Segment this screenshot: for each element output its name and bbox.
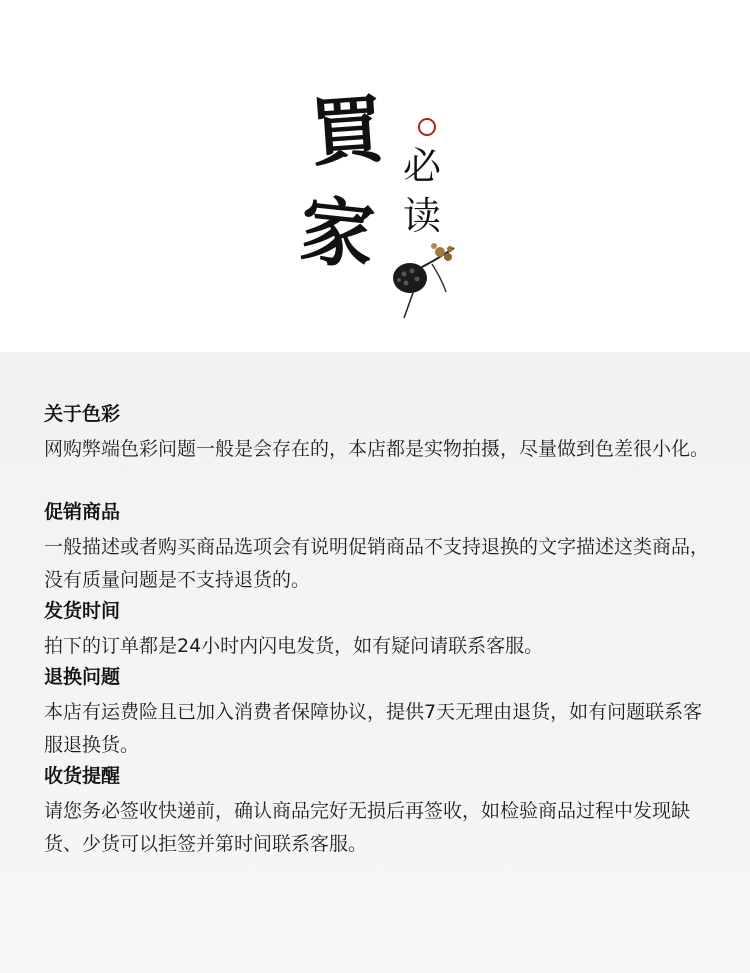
section-receipt: [44, 764, 724, 861]
notice-panel: [0, 352, 750, 973]
section-shipping: [44, 599, 724, 663]
section-title: 收货提醒: [44, 765, 121, 787]
section-title: 退换问题: [44, 666, 121, 688]
buyer-must-read-logo: [295, 86, 460, 320]
section-returns: [44, 665, 724, 762]
section-body: 拍下的订单都是24小时内闪电发货，如有疑问请联系客服。: [44, 635, 544, 657]
logo-char-jia: 家: [295, 187, 379, 281]
logo-char-mai: 買: [307, 86, 387, 178]
section-color: [44, 402, 724, 466]
section-title: 发货时间: [44, 600, 121, 622]
red-circle-icon: [418, 118, 436, 136]
logo-char-du: 读: [403, 194, 442, 238]
section-body: 请您务必签收快递前，确认商品完好无损后再签收，如检验商品过程中发现缺货、少货可以拒签并第时间联系客服。: [44, 800, 691, 855]
section-body: 本店有运费险且已加入消费者保障协议，提供7天无理由退货，如有问题联系客服退换货。: [44, 701, 703, 756]
section-title: 促销商品: [44, 501, 121, 523]
section-title: 关于色彩: [44, 403, 121, 425]
logo-char-bi: 必: [403, 144, 442, 188]
section-body: 网购弊端色彩问题一般是会存在的，本店都是实物拍摄，尽量做到色差很小化。: [44, 438, 710, 460]
header-banner: [0, 0, 750, 352]
section-body: 一般描述或者购买商品选项会有说明促销商品不支持退换的文字描述这类商品，没有质量问题是不支持退货的。: [44, 536, 710, 591]
lotus-pod-icon: [384, 240, 460, 320]
section-promotion: [44, 500, 724, 597]
